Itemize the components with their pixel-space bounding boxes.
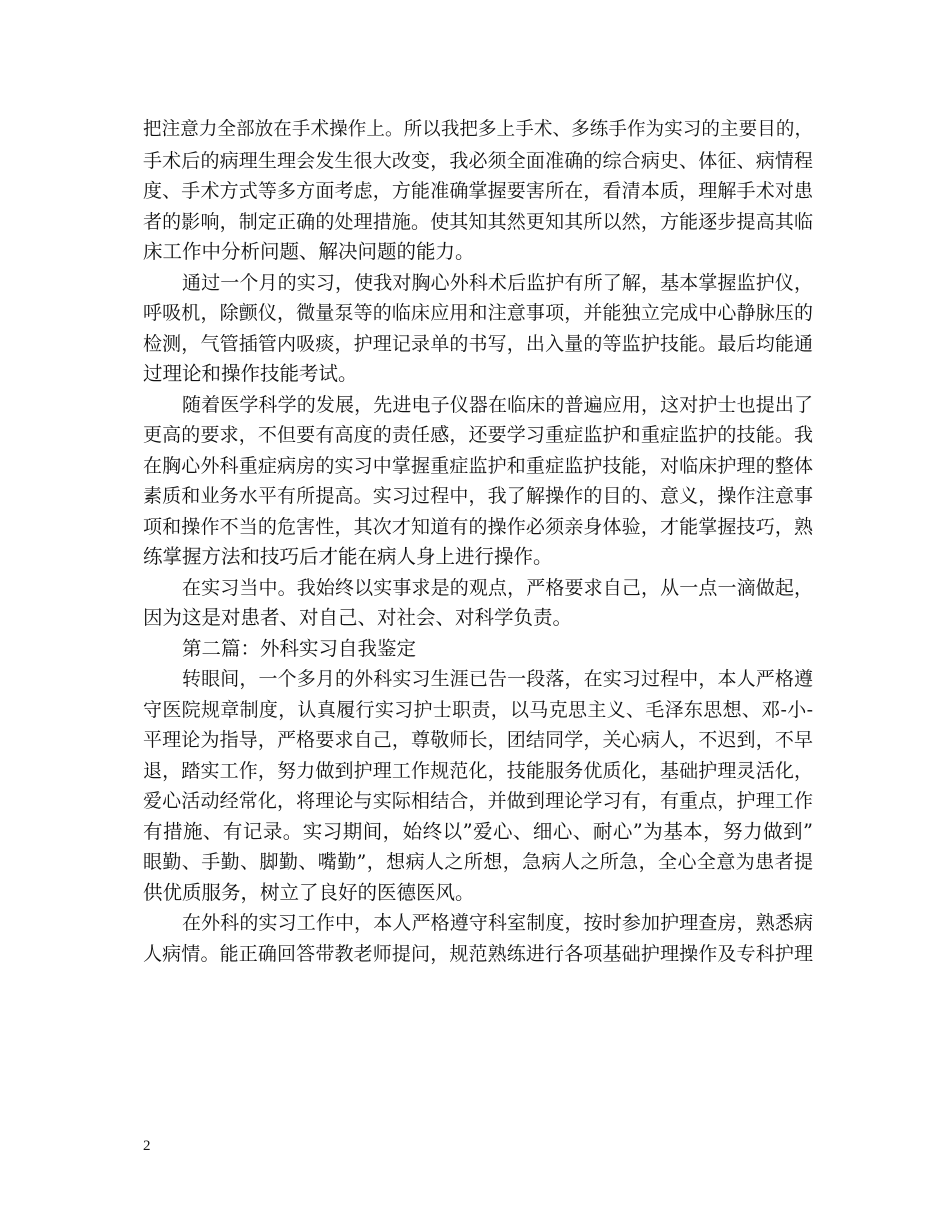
text-line: 更高的要求，不但要有高度的责任感，还要学习重症监护和重症监护的技能。我 xyxy=(143,424,813,446)
text-line: 退，踏实工作，努力做到护理工作规范化，技能服务优质化，基础护理灵活化， xyxy=(143,759,813,782)
text-line: 有措施、有记录。实习期间，始终以”爱心、细心、耐心”为基本，努力做到” xyxy=(143,819,813,843)
text-line: 过理论和操作技能考试。 xyxy=(143,362,358,385)
text-line: 手术后的病理生理会发生很大改变，我必须全面准确的综合病史、体征、病情程 xyxy=(143,149,813,172)
text-line: 呼吸机，除颤仪，微量泵等的临床应用和注意事项，并能独立完成中心静脉压的 xyxy=(143,302,813,324)
text-line: 爱心活动经常化，将理论与实际相结合，并做到理论学习有，有重点，护理工作 xyxy=(143,790,813,812)
text-line: 项和操作不当的危害性，其次才知道有的操作必须亲身体验，才能掌握技巧，熟 xyxy=(143,515,813,538)
text-line: 床工作中分析问题、解决问题的能力。 xyxy=(143,240,475,263)
text-line: 者的影响，制定正确的处理措施。使其知其然更知其所以然，方能逐步提高其临 xyxy=(143,210,813,233)
text-line: 第二篇：外科实习自我鉴定 xyxy=(182,636,417,660)
text-line: 在实习当中。我始终以实事求是的观点，严格要求自己，从一点一滴做起， xyxy=(182,576,813,599)
text-line: 人病情。能正确回答带教老师提问，规范熟练进行各项基础护理操作及专科护理 xyxy=(143,942,813,965)
text-line: 练掌握方法和技巧后才能在病人身上进行操作。 xyxy=(143,545,553,568)
text-line: 在胸心外科重症病房的实习中掌握重症监护和重症监护技能，对临床护理的整体 xyxy=(143,454,813,477)
text-line: 因为这是对患者、对自己、对社会、对科学负责。 xyxy=(143,606,573,629)
text-line: 通过一个月的实习，使我对胸心外科术后监护有所了解，基本掌握监护仪， xyxy=(182,271,813,294)
text-line: 度、手术方式等多方面考虑，方能准确掌握要害所在，看清本质，理解手术对患 xyxy=(143,180,813,202)
text-line: 素质和业务水平有所提高。实习过程中，我了解操作的目的、意义，操作注意事 xyxy=(143,485,813,507)
text-line: 把注意力全部放在手术操作上。所以我把多上手术、多练手作为实习的主要目的， xyxy=(143,119,813,140)
text-line: 检测，气管插管内吸痰，护理记录单的书写，出入量的等监护技能。最后均能通 xyxy=(143,332,813,355)
text-line: 供优质服务，树立了良好的医德医风。 xyxy=(143,880,475,904)
text-line: 转眼间，一个多月的外科实习生涯已告一段落，在实习过程中，本人严格遵 xyxy=(182,668,813,690)
page-number: 2 xyxy=(143,1138,151,1154)
text-line: 在外科的实习工作中，本人严格遵守科室制度，按时参加护理查房，熟悉病 xyxy=(182,912,813,934)
body-text xyxy=(143,115,813,969)
text-line: 守医院规章制度，认真履行实习护士职责，以马克思主义、毛泽东思想、邓-小- xyxy=(143,698,813,721)
text-line: 随着医学科学的发展，先进电子仪器在临床的普遍应用，这对护士也提出了 xyxy=(182,393,813,416)
text-line: 平理论为指导，严格要求自己，尊敬师长，团结同学，关心病人，不迟到，不早 xyxy=(143,729,813,751)
text-line: 眼勤、手勤、脚勤、嘴勤”，想病人之所想，急病人之所急，全心全意为患者提 xyxy=(143,851,813,873)
